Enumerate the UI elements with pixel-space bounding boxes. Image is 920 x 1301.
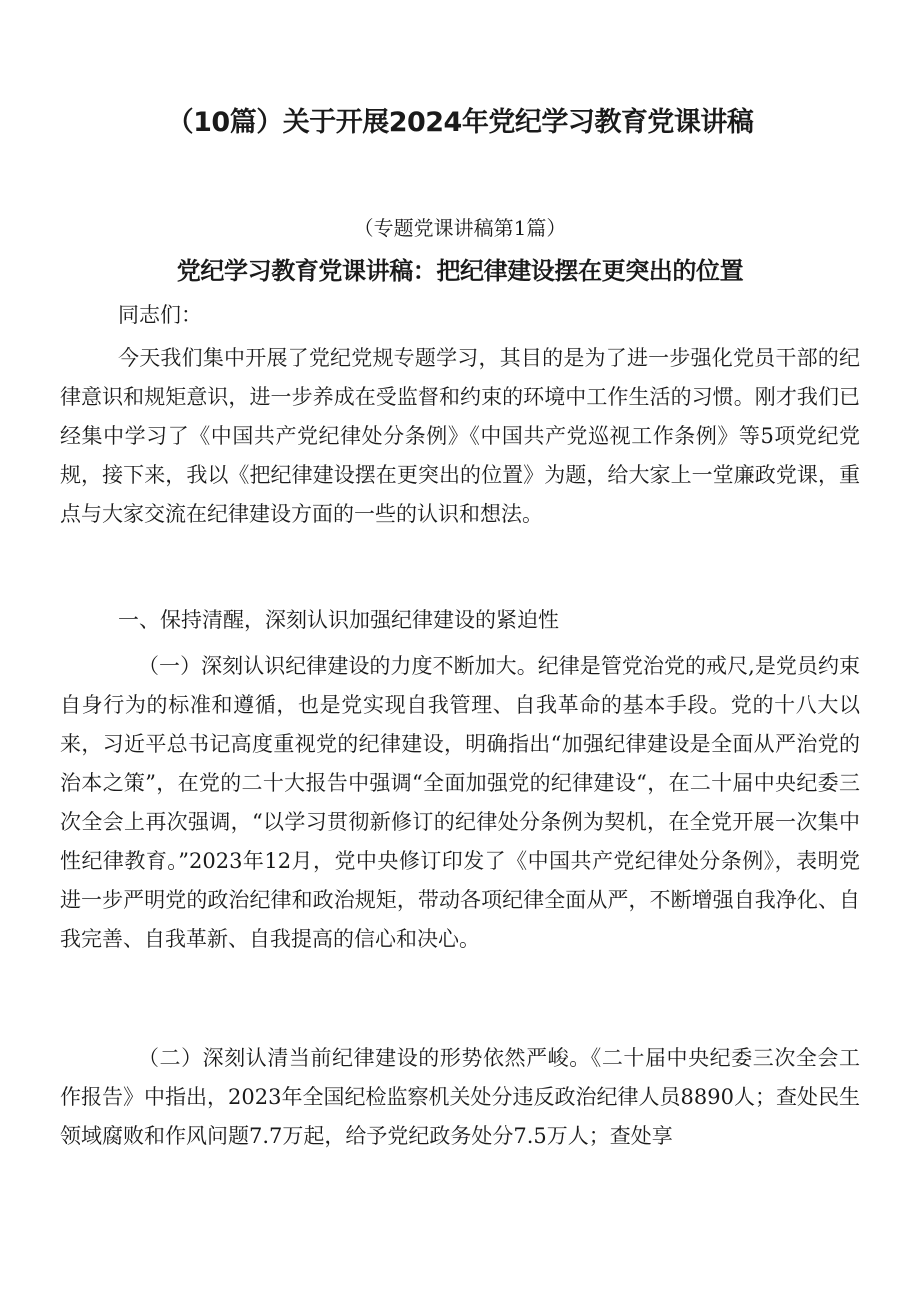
paragraph-discipline-situation: （二）深刻认清当前纪律建设的形势依然严峻。《二十届中央纪委三次全会工作报告》中指出，2023年全国纪检监察机关处分违反政治纪律人员8890人；查处民生领域腐败和作风问题7.7万起，给予党纪政务处分7.5万人；查处享: [60, 1046, 860, 1148]
document-subtitle: （专题党课讲稿第1篇）: [353, 216, 567, 240]
heading-section-one: 一、保持清醒，深刻认识加强纪律建设的紧迫性: [118, 608, 559, 632]
salutation: 同志们：: [118, 303, 202, 327]
section-title: 党纪学习教育党课讲稿：把纪律建设摆在更突出的位置: [176, 257, 744, 285]
paragraph-discipline-intensity: （一）深刻认识纪律建设的力度不断加大。纪律是管党治党的戒尺,是党员约束自身行为的标准和遵循，也是党实现自我管理、自我革命的基本手段。党的十八大以来，习近平总书记高度重视党的纪律建设，明确指出“加强纪律建设是全面从严治党的治本之策”，在党的二十大报告中强调“全面加强党的纪律建设“，在二十届中央纪委三次全会上再次强调，“以学习贯彻新修订的纪律处分条例为契机，在全党开展一次集中性纪律教育。”2023年12月，党中央修订印发了《中国共产党纪律处分条例》，表明党进一步严明党的政治纪律和政治规矩，带动各项纪律全面从严，不断增强自我净化、自我完善、自我革新、自我提高的信心和决心。: [60, 654, 860, 951]
paragraph-intro: 今天我们集中开展了党纪党规专题学习，其目的是为了进一步强化党员干部的纪律意识和规矩意识，进一步养成在受监督和约束的环境中工作生活的习惯。刚才我们已经集中学习了《中国共产党纪律处分条例》《中国共产党巡视工作条例》等5项党纪党规，接下来，我以《把纪律建设摆在更突出的位置》为题，给大家上一堂廉政党课，重点与大家交流在纪律建设方面的一些的认识和想法。: [60, 346, 860, 526]
document-title: （10篇）关于开展2024年党纪学习教育党课讲稿: [166, 107, 754, 138]
